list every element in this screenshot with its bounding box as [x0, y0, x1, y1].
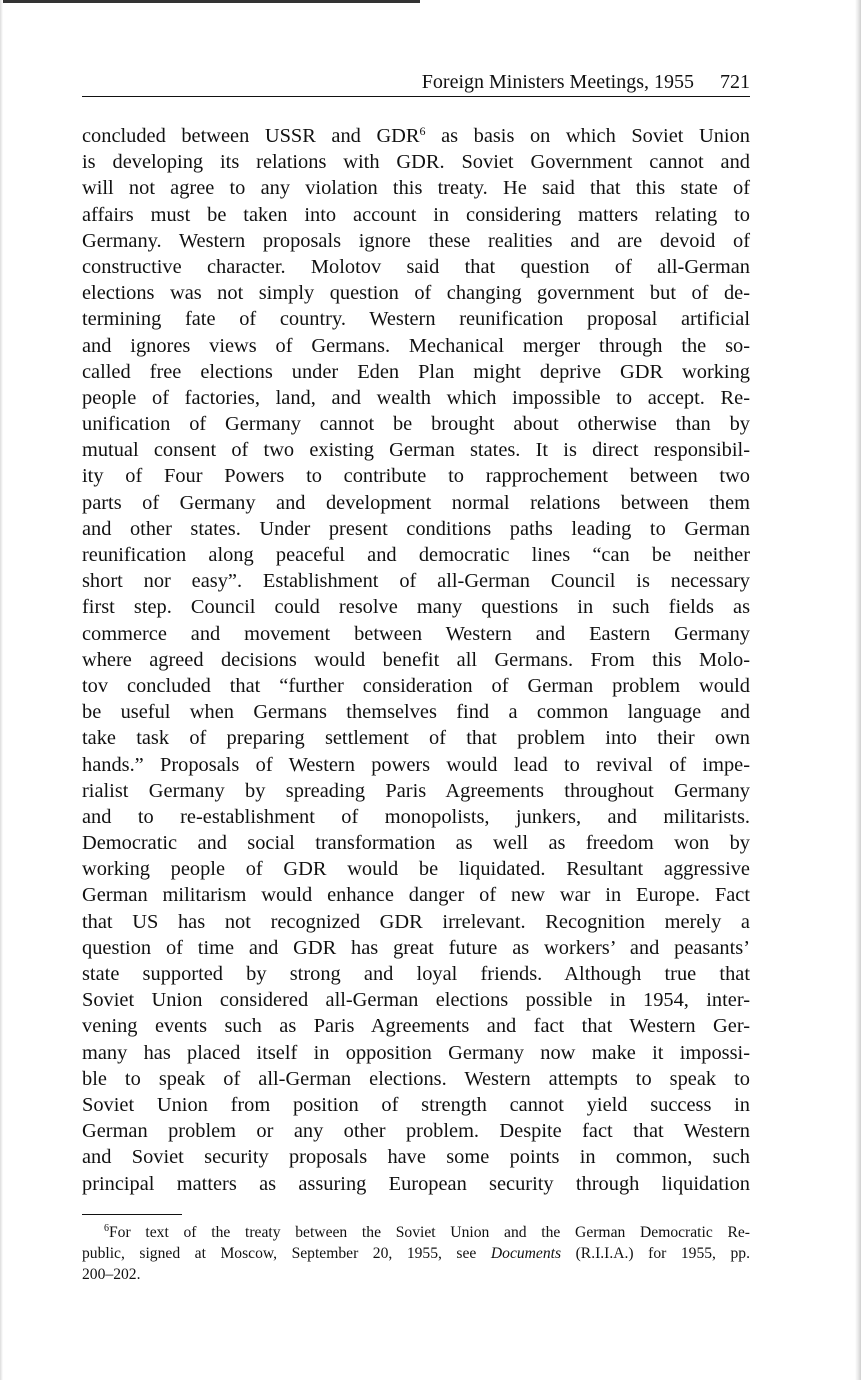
text-line: concluded between USSR and GDR$^6$ as basis on which Soviet Union: [82, 124, 750, 147]
footnote-line: $^6$For text of the treaty between the Soviet Union and the German Democratic Re-: [104, 1223, 750, 1241]
text-line: parts of Germany and development normal relations between them: [82, 491, 750, 514]
text-line: Soviet Union from position of strength cannot yield success in: [82, 1093, 750, 1116]
text-line: and ignores views of Germans. Mechanical merger through the so-: [82, 334, 750, 357]
text-line: and to re-establishment of monopolists, junkers, and militarists.: [82, 805, 750, 828]
footnote-line: 200–202.: [82, 1266, 141, 1283]
footnote: [82, 1222, 750, 1285]
body-paragraph: [82, 123, 750, 1197]
text-line: and other states. Under present conditions paths leading to German: [82, 517, 750, 540]
text-line: short nor easy”. Establishment of all-German Council is necessary: [82, 570, 750, 593]
text-line: vening events such as Paris Agreements and fact that Western Ger-: [82, 1015, 750, 1038]
text-line: elections was not simply question of changing government but of de-: [82, 282, 750, 305]
text-line: ble to speak of all-German elections. Western attempts to speak to: [82, 1067, 750, 1090]
text-line: commerce and movement between Western and Eastern Germany: [82, 622, 750, 645]
text-line: principal matters as assuring European security through liquidation: [82, 1172, 750, 1195]
footnote-ref: 6: [419, 124, 426, 138]
page-number: 721: [720, 71, 750, 93]
text-line: is developing its relations with GDR. Soviet Government cannot and: [82, 151, 750, 174]
text-line: question of time and GDR has great future as workers’ and peasants’: [82, 936, 750, 959]
footnote-divider: [82, 1214, 182, 1215]
text-line: working people of GDR would be liquidated. Resultant aggressive: [82, 858, 750, 881]
text-line: called free elections under Eden Plan might deprive GDR working: [82, 360, 750, 383]
text-line: affairs must be taken into account in considering matters relating to: [82, 203, 750, 226]
text-line: reunification along peaceful and democratic lines “can be neither: [82, 544, 750, 566]
page-left-edge: [0, 0, 3, 1380]
running-header: [82, 68, 750, 97]
text-line: that US has not recognized GDR irrelevant. Recognition merely a: [82, 910, 750, 933]
text-line: constructive character. Molotov said that question of all-German: [82, 255, 750, 278]
text-line: many has placed itself in opposition Germany now make it impossi-: [82, 1041, 750, 1064]
text-line: rialist Germany by spreading Paris Agreements throughout Germany: [82, 779, 750, 802]
text-line: first step. Council could resolve many questions in such fields as: [82, 596, 750, 619]
text-line: German militarism would enhance danger of new war in Europe. Fact: [82, 884, 750, 907]
footnote-line: public, signed at Moscow, September 20, 1955, see Documents (R.I.I.A.) for 1955, pp.: [82, 1245, 750, 1262]
running-title: Foreign Ministers Meetings, 1955: [421, 71, 694, 93]
text-line: Democratic and social transformation as well as freedom won by: [82, 832, 750, 855]
footnote-marker: 6: [104, 1223, 109, 1234]
text-line: state supported by strong and loyal friends. Although true that: [82, 963, 750, 985]
text-line: unification of Germany cannot be brought about otherwise than by: [82, 413, 750, 436]
text-line: where agreed decisions would benefit all Germans. From this Molo-: [82, 648, 750, 671]
text-line: mutual consent of two existing German states. It is direct responsibil-: [82, 439, 750, 462]
text-line: Germany. Western proposals ignore these realities and are devoid of: [82, 229, 750, 252]
text-line: people of factories, land, and wealth which impossible to accept. Re-: [82, 386, 750, 409]
page-right-edge: [855, 0, 861, 1380]
footnote-source-title: Documents: [490, 1245, 562, 1262]
text-line: termining fate of country. Western reunification proposal artificial: [82, 308, 750, 331]
text-line: take task of preparing settlement of that problem into their own: [82, 727, 750, 750]
text-line: hands.” Proposals of Western powers would lead to revival of impe-: [82, 753, 750, 776]
text-line: will not agree to any violation this treaty. He said that this state of: [82, 177, 750, 200]
text-line: be useful when Germans themselves find a common language and: [82, 701, 750, 724]
text-line: ity of Four Powers to contribute to rapprochement between two: [82, 465, 750, 488]
text-line: and Soviet security proposals have some points in common, such: [82, 1146, 750, 1169]
text-line: German problem or any other problem. Despite fact that Western: [82, 1120, 750, 1143]
top-edge-rule: [0, 0, 420, 3]
text-line: Soviet Union considered all-German elections possible in 1954, inter-: [82, 989, 750, 1012]
text-line: tov concluded that “further consideration of German problem would: [82, 674, 750, 697]
